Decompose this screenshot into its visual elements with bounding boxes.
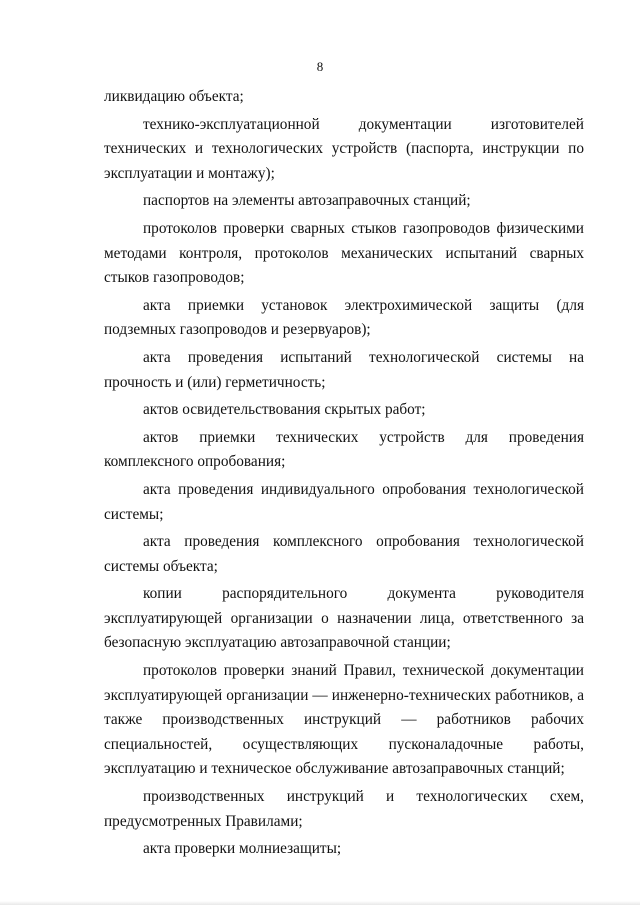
list-item-ecp-acceptance-act: акта приемки установок электрохимической защиты (для подземных газопроводов и резервуаров); bbox=[104, 296, 584, 339]
page-number: 8 bbox=[316, 59, 324, 74]
list-item-station-passports: паспортов на элементы автозаправочных станций; bbox=[143, 192, 471, 210]
list-item-equipment-acceptance-acts: актов приемки технических устройств для проведения комплексного опробования; bbox=[104, 428, 584, 471]
list-item-lightning-protection-act: акта проверки молниезащиты; bbox=[143, 840, 342, 858]
list-item-strength-test-act: акта проведения испытаний технологической системы на прочность и (или) герметичность; bbox=[104, 348, 584, 391]
list-item-individual-testing-act: акта проведения индивидуального опробования технологической системы; bbox=[104, 480, 584, 523]
list-item-knowledge-test-protocols: протоколов проверки знаний Правил, технической документации эксплуатирующей организации — инженерно-технических работников, а также производственных инструкций — работников рабочих специальностей, осуществляющих пусконаладочные работы, эксплуатацию и техническое обслуживание автозаправочных станций; bbox=[104, 662, 584, 778]
list-item-operational-documentation: технико-эксплуатационной документации изготовителей технических и технологических устройств (паспорта, инструкции по эксплуатации и монтажу); bbox=[104, 115, 584, 182]
list-item-hidden-works-acts: актов освидетельствования скрытых работ; bbox=[143, 401, 426, 419]
list-item-weld-test-protocols: протоколов проверки сварных стыков газопроводов физическими методами контроля, протоколов механических испытаний сварных стыков газопроводов; bbox=[104, 219, 584, 287]
list-item-responsible-person-order: копии распорядительного документа руководителя эксплуатирующей организации о назначении лица, ответственного за безопасную эксплуатацию автозаправочной станции; bbox=[104, 585, 584, 652]
scan-edge bbox=[0, 901, 640, 905]
list-item-production-instructions: производственных инструкций и технологических схем, предусмотренных Правилами; bbox=[104, 788, 584, 830]
paragraph-continuation: ликвидацию объекта; bbox=[104, 88, 244, 105]
list-item-complex-testing-act: акта проведения комплексного опробования технологической системы объекта; bbox=[104, 533, 584, 575]
document-body bbox=[104, 85, 584, 865]
